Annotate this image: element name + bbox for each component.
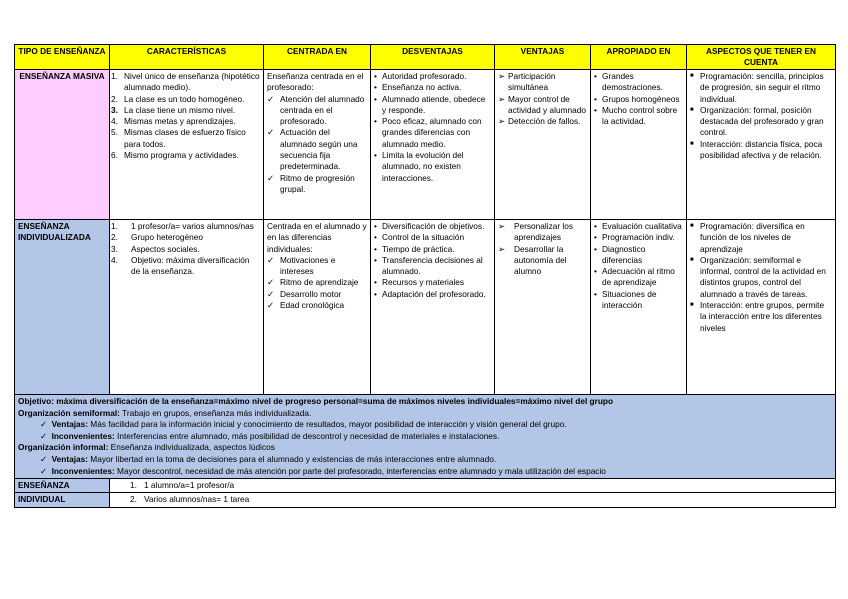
check-icon: ✓	[40, 465, 52, 476]
list-item: 6. Mismo programa y actividades.	[111, 150, 239, 161]
list-item: • Poco eficaz, alumnado con grandes diferencias con alumnado medio.	[374, 116, 482, 149]
cell-individual	[110, 479, 836, 508]
bullet-icon: •	[594, 93, 597, 104]
cell-masiva-desventajas	[371, 70, 495, 220]
label-individual: ENSEÑANZA INDIVIDUAL	[15, 479, 110, 508]
cell-indiv-desventajas	[371, 220, 495, 395]
semi-inconvenientes-line: ✓ Inconvenientes: Interferencias entre alumnado, más posibilidad de descontrol y necesidad de materiales e instalaciones.	[40, 430, 500, 441]
list-item: • Situaciones de interacción	[594, 288, 657, 311]
check-icon: ✓	[40, 419, 52, 430]
list-item: ✓ Actuación del alumnado según una secuencia fija predeterminada.	[267, 127, 358, 172]
list-item: 2. La clase es un todo homogéneo.	[111, 93, 245, 104]
list-item: • Autoridad profesorado.	[374, 71, 467, 81]
label-masiva: ENSEÑANZA MASIVA	[15, 70, 110, 220]
arrow-bullet-icon: ➢	[498, 93, 505, 104]
list-item: • Diversificación de objetivos.	[374, 221, 485, 231]
label-individualizada: ENSEÑANZA INDIVIDUALIZADA	[15, 220, 110, 395]
list-item: • Adaptación del profesorado.	[374, 288, 486, 299]
row-individualizada	[15, 220, 836, 395]
check-icon: ✓	[40, 430, 52, 441]
list-item: ➢ Mayor control de actividad y alumnado	[498, 93, 586, 115]
list-item: ✓ Edad cronológica	[267, 300, 345, 311]
teaching-types-table	[14, 44, 836, 508]
list-item: 4. Mismas metas y aprendizajes.	[111, 116, 236, 127]
bullet-icon: •	[374, 254, 377, 265]
check-icon: ✓	[267, 300, 274, 311]
bullet-icon: •	[594, 221, 597, 231]
bullet-icon: •	[594, 266, 597, 277]
objetivo-line: Objetivo: máxima diversificación de la enseñanza=máximo nivel de progreso personal=suma de máximos niveles individuales=máximo nivel del grupo	[18, 396, 614, 406]
bullet-icon: •	[594, 71, 597, 81]
cell-indiv-caracteristicas	[110, 220, 264, 395]
bullet-icon: •	[374, 288, 377, 299]
list-item: 5. Mismas clases de esfuerzo físico para todos.	[111, 127, 246, 149]
list-item: ✓ Ritmo de aprendizaje	[267, 277, 359, 288]
list-item: • Alumnado atiende, obedece y responde.	[374, 93, 486, 115]
list-item: • Grupos homogéneos	[594, 93, 680, 104]
bullet-icon: •	[594, 232, 597, 243]
list-item: ✓ Atención del alumnado centrada en el profesorado.	[267, 93, 365, 127]
bullet-icon: •	[374, 221, 377, 231]
centrada-intro: Enseñanza centrada en el profesorado:	[267, 71, 364, 93]
header-tipo: TIPO DE ENSEÑANZA	[15, 45, 110, 70]
list-item: • Transferencia decisiones al alumnado.	[374, 254, 483, 277]
list-item: ✓ Desarrollo motor	[267, 288, 342, 299]
list-item: • Enseñanza no activa.	[374, 82, 462, 93]
list-item: 3. La clase tiene un mismo nivel.	[111, 104, 236, 115]
cell-indiv-centrada	[264, 220, 371, 395]
bullet-icon: •	[374, 232, 377, 243]
arrow-bullet-icon: ➢	[498, 221, 505, 231]
list-item: • Diagnostico diferencias	[594, 243, 646, 265]
square-bullet-icon: ■	[690, 140, 694, 147]
cell-masiva-ventajas	[495, 70, 591, 220]
list-item: ■ Programación: diversifica en función de los niveles de aprendizaje	[690, 221, 805, 254]
list-item: ■ Organización: semiformal e informal, control de la actividad en distintos grupos, control del alumnado a través de tareas.	[690, 254, 826, 299]
list-item: 1. 1 alumno/a=1 profesor/a	[110, 479, 835, 493]
list-item: 2. Grupo heterogéneo	[111, 232, 203, 243]
header-desventajas: DESVENTAJAS	[371, 45, 495, 70]
square-bullet-icon: ■	[690, 256, 694, 263]
list-item: 3. Aspectos sociales.	[111, 243, 200, 254]
check-icon: ✓	[267, 172, 274, 183]
header-centrada: CENTRADA EN	[264, 45, 371, 70]
square-bullet-icon: ■	[690, 106, 694, 113]
list-item: ➢ Detección de fallos.	[498, 116, 581, 127]
list-item: • Tiempo de práctica.	[374, 243, 455, 254]
check-icon: ✓	[267, 288, 274, 299]
cell-indiv-aspectos	[687, 220, 836, 395]
row-masiva	[15, 70, 836, 220]
header-row	[15, 45, 836, 70]
arrow-bullet-icon: ➢	[498, 71, 505, 81]
bullet-icon: •	[594, 104, 597, 115]
inf-inconvenientes-line: ✓ Inconvenientes: Mayor descontrol, necesidad de más atención por parte del profesorado, interferencias entre alumnado y mala utilización del espacio	[40, 465, 606, 476]
list-item: ■ Organización: formal, posición destacada del profesorado y gran control.	[690, 104, 824, 138]
bullet-icon: •	[374, 93, 377, 104]
row-objetivo	[15, 395, 836, 479]
list-item: ■ Interacción: distancia física, poca posibilidad afectiva y de relación.	[690, 138, 823, 161]
check-icon: ✓	[267, 93, 274, 104]
list-item: ■ Programación: sencilla, principios de progresión, sin seguir el ritmo individual.	[690, 71, 824, 104]
list-item: ➢ Participación simultánea	[498, 71, 556, 93]
informal-line: Organización informal: Enseñanza individualizada, aspectos lúdicos	[18, 442, 275, 453]
list-item: • Mucho control sobre la actividad.	[594, 104, 678, 127]
cell-indiv-apropiado	[591, 220, 687, 395]
square-bullet-icon: ■	[690, 73, 694, 79]
bullet-icon: •	[374, 277, 377, 288]
semiformal-line: Organización semiformal: Trabajo en grupos, enseñanza más individualizada.	[18, 407, 312, 418]
centrada-intro: Centrada en el alumnado y en las diferencias individuales:	[267, 221, 367, 254]
header-caracteristicas: CARACTERÍSTICAS	[110, 45, 264, 70]
list-item: • Control de la situación	[374, 232, 465, 243]
list-item: • Adecuación al ritmo de aprendizaje	[594, 266, 675, 288]
list-item: ✓ Ritmo de progresión grupal.	[267, 172, 355, 194]
list-item: ✓ Motivaciones e intereses	[267, 254, 336, 277]
list-item: 4. Objetivo: máxima diversificación de la enseñanza.	[111, 254, 250, 277]
list-item: ➢ Personalizar los aprendizajes	[498, 221, 574, 243]
bullet-icon: •	[594, 243, 597, 254]
cell-masiva-centrada	[264, 70, 371, 220]
bullet-icon: •	[374, 71, 377, 81]
cell-masiva-apropiado	[591, 70, 687, 220]
list-item: ■ Interacción: entre grupos, permite la interacción entre los diferentes niveles	[690, 300, 825, 333]
square-bullet-icon: ■	[690, 302, 694, 309]
list-item: • Recursos y materiales	[374, 277, 465, 288]
list-item: 1. Nivel único de enseñanza (hipotético alumnado medio).	[111, 71, 260, 93]
bullet-icon: •	[594, 288, 597, 299]
list-item: • Evaluación cualitativa	[594, 221, 682, 231]
bullet-icon: •	[374, 243, 377, 254]
list-item: 2. Varios alumnos/nas= 1 tarea	[130, 494, 250, 505]
list-item: • Grandes demostraciones.	[594, 71, 663, 93]
header-ventajas: VENTAJAS	[495, 45, 591, 70]
semi-ventajas-line: ✓ Ventajas: Más facilidad para la información inicial y conocimiento de resultados, mayor posibilidad de interacción y visión general del grupo.	[40, 419, 567, 430]
header-aspectos: ASPECTOS QUE TENER EN CUENTA	[687, 45, 836, 70]
arrow-bullet-icon: ➢	[498, 116, 505, 127]
cell-masiva-caracteristicas	[110, 70, 264, 220]
check-icon: ✓	[267, 127, 274, 138]
cell-indiv-ventajas	[495, 220, 591, 395]
header-apropiado: APROPIADO EN	[591, 45, 687, 70]
inf-ventajas-line: ✓ Ventajas: Mayor libertad en la toma de decisiones para el alumnado y existencias de más interacciones entre alumnado.	[40, 453, 497, 464]
row-individual	[15, 479, 836, 508]
list-item: 1. 1 profesor/a= varios alumnos/nas	[111, 221, 254, 231]
arrow-bullet-icon: ➢	[498, 243, 505, 254]
check-icon: ✓	[267, 254, 274, 265]
check-icon: ✓	[267, 277, 274, 288]
list-item: ➢ Desarrollar la autonomía del alumno	[498, 243, 567, 277]
cell-masiva-aspectos	[687, 70, 836, 220]
bullet-icon: •	[374, 82, 377, 93]
square-bullet-icon: ■	[690, 223, 694, 229]
check-icon: ✓	[40, 453, 52, 464]
bullet-icon: •	[374, 116, 377, 127]
bullet-icon: •	[374, 150, 377, 161]
list-item: • Programación indiv.	[594, 232, 675, 243]
list-item: • Limita la evolución del alumnado, no existen interacciones.	[374, 150, 464, 183]
cell-objetivo	[15, 395, 836, 479]
